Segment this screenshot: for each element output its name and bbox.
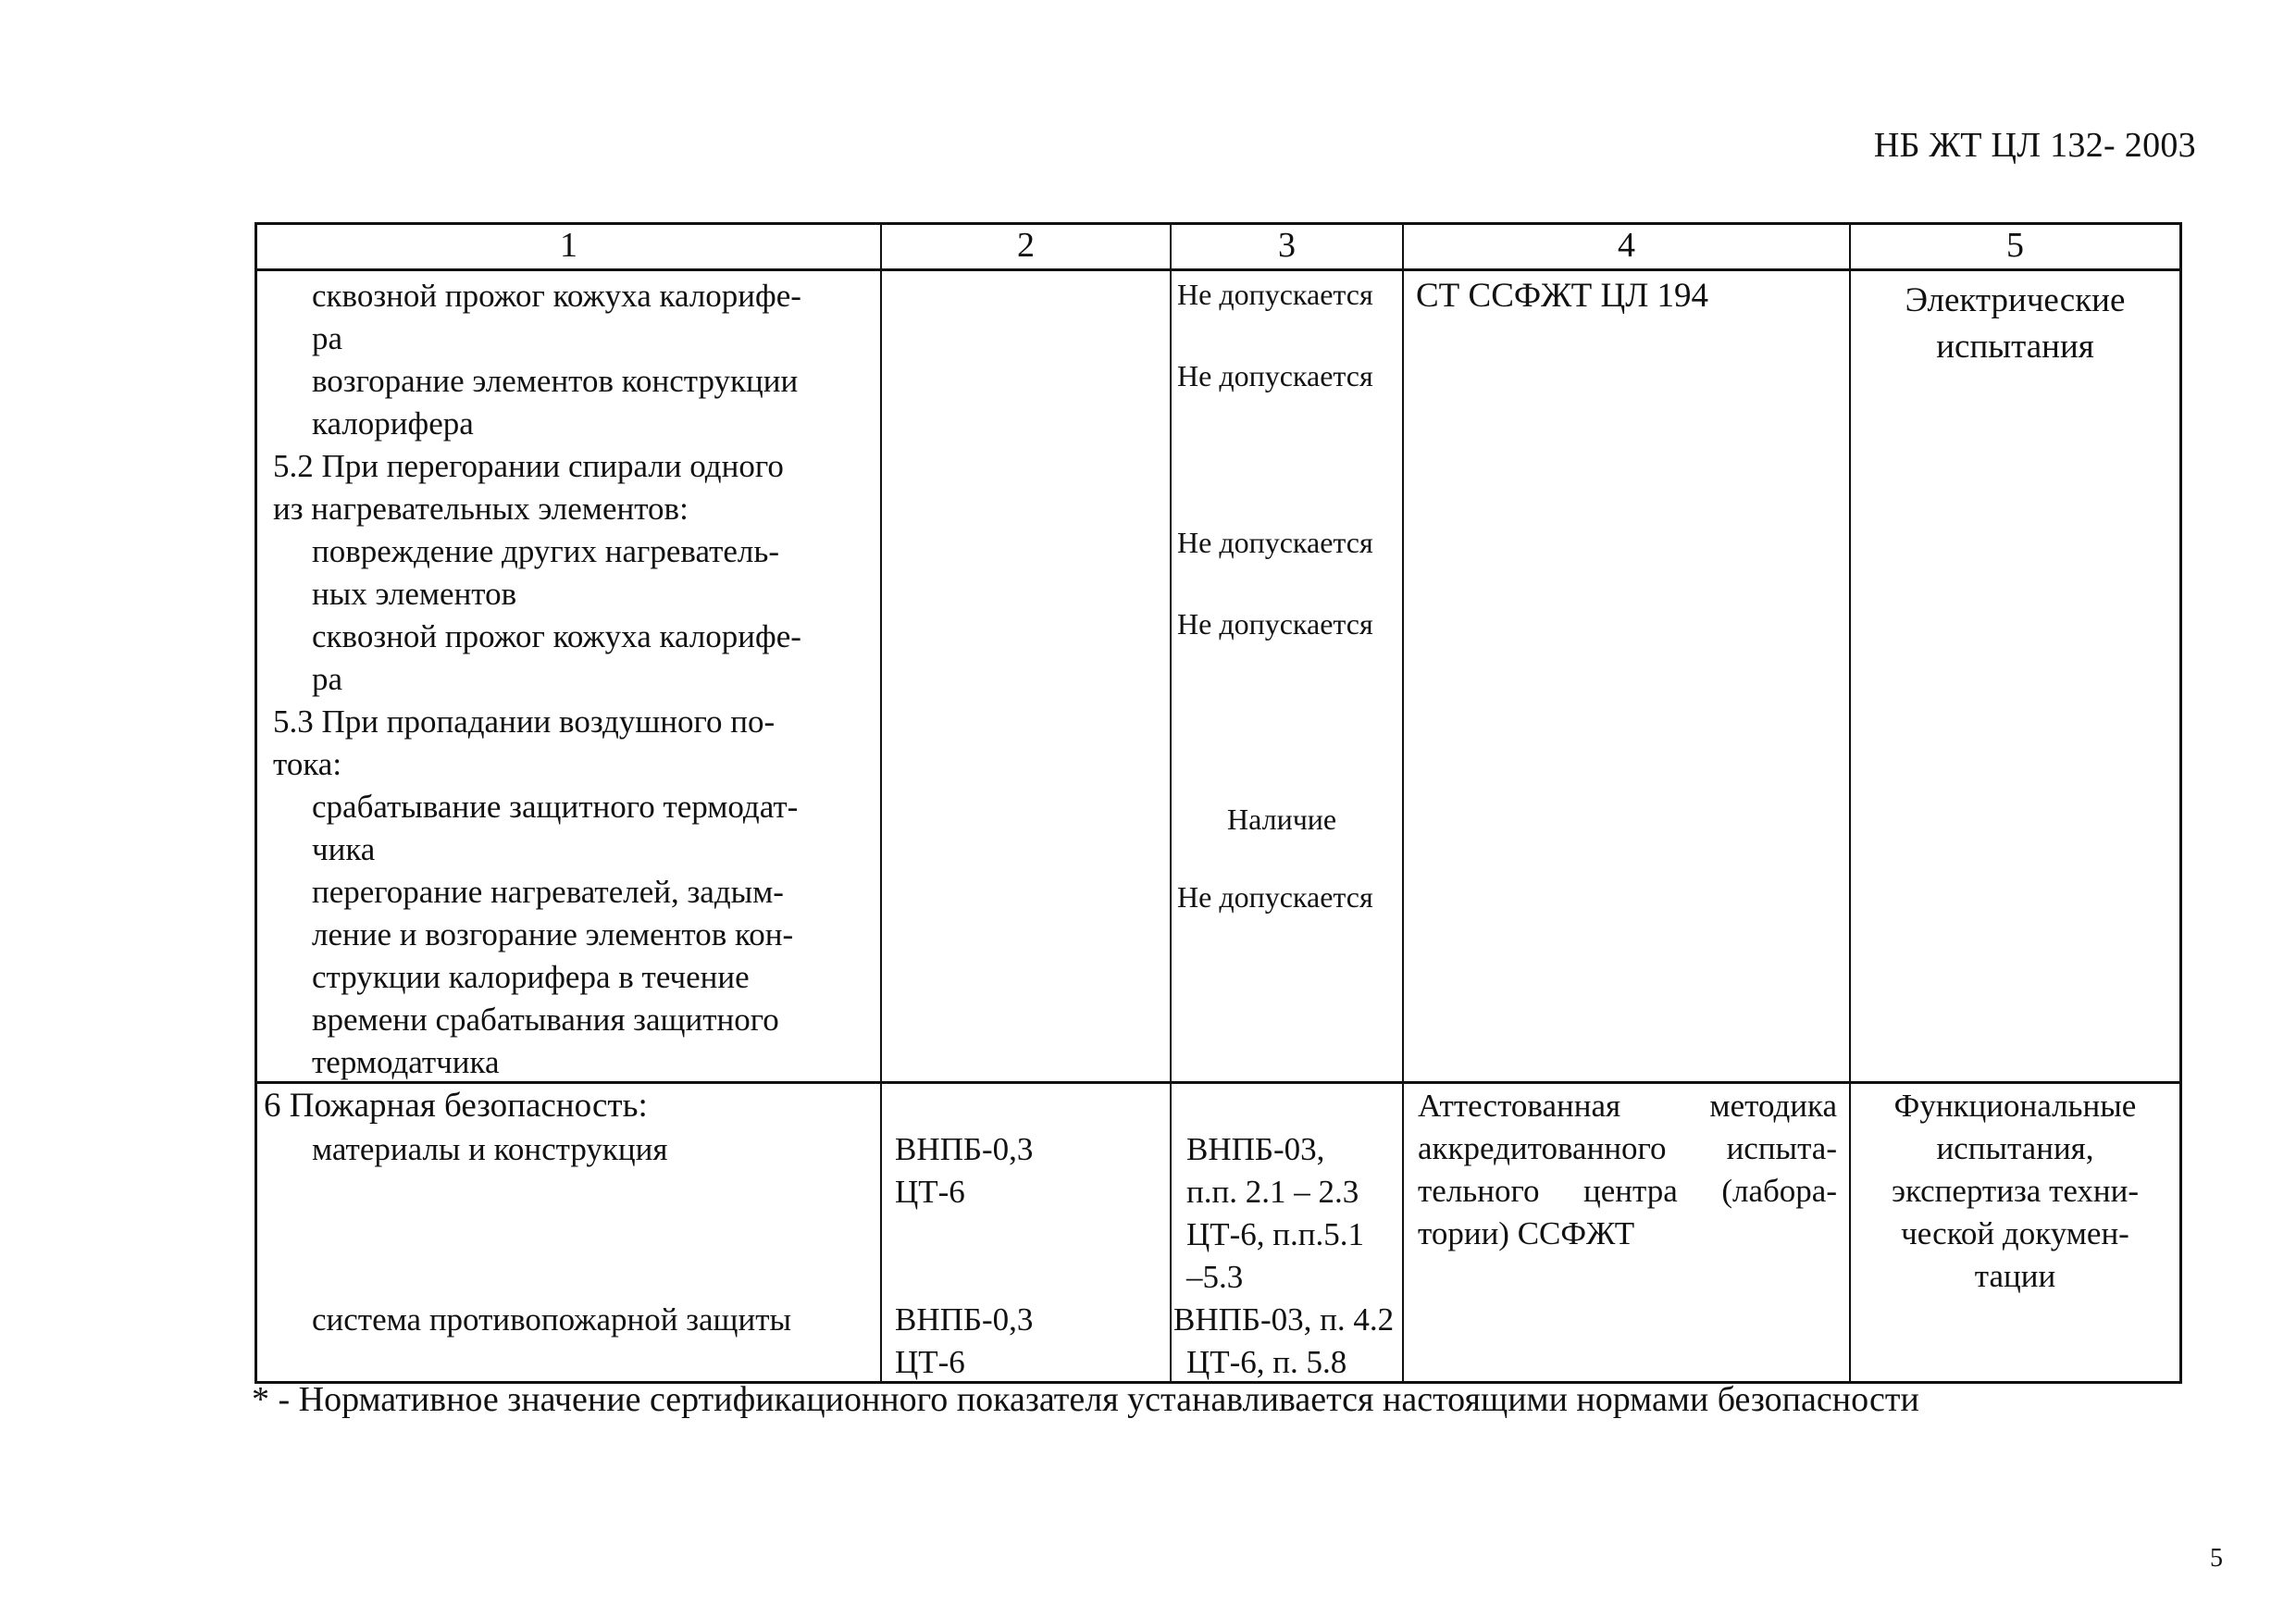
column-header-4: 4 [1618, 226, 1635, 265]
norm-clause: п.п. 2.1 – 2.3 [1186, 1174, 1359, 1210]
column-header-3: 3 [1278, 226, 1296, 265]
indicator-line: повреждение других нагреватель- [312, 533, 780, 569]
row2-test-method [1418, 1085, 1837, 1255]
indicator-line: возгорание элементов конструкции [312, 363, 799, 399]
footnote: * - Нормативное значение сертификационного показателя устанавливается настоящими нормами безопасности [252, 1380, 1919, 1419]
norm-value: Не допускается [1177, 278, 1373, 311]
column-divider [1402, 222, 1404, 1384]
norm-clause: –5.3 [1186, 1259, 1244, 1295]
indicator-line: срабатывание защитного термодат- [312, 789, 799, 825]
column-header-2: 2 [1017, 226, 1035, 265]
row2-test-type [1851, 1085, 2179, 1298]
normative-doc: ВНПБ-0,3 [895, 1131, 1034, 1167]
test-type-line: испытания [1936, 328, 2094, 366]
test-type [1851, 278, 2179, 370]
norm-value: Не допускается [1177, 880, 1373, 914]
test-type-line: тации [1974, 1258, 2056, 1294]
indicator-line: ра [312, 320, 343, 356]
indicator-line: струкции калорифера в течение [312, 959, 750, 995]
normative-doc: ВНПБ-0,3 [895, 1301, 1034, 1338]
page-number: 5 [2210, 1544, 2223, 1573]
column-divider [880, 222, 882, 1384]
test-type-line: экспертиза техни- [1891, 1173, 2140, 1209]
table-right-border [2179, 222, 2182, 1384]
column-divider [1170, 222, 1172, 1384]
indicator-line: перегорание нагревателей, задым- [312, 874, 784, 910]
column-header-1: 1 [560, 226, 577, 265]
indicator-line: времени срабатывания защитного [312, 1002, 779, 1038]
test-type-line: ческой докумен- [1901, 1215, 2129, 1251]
test-method: СТ ССФЖТ ЦЛ 194 [1416, 277, 1709, 315]
test-type-line: Электрические [1905, 281, 2126, 319]
indicator-line: термодатчика [312, 1044, 500, 1080]
indicator-line: сквозной прожог кожуха калорифе- [312, 278, 801, 314]
indicator-line: 5.3 При пропадании воздушного по- [273, 703, 776, 740]
norm-clause: ВНПБ-03, п. 4.2 [1173, 1301, 1395, 1338]
document-code: НБ ЖТ ЦЛ 132- 2003 [1873, 126, 2196, 165]
test-method-line: Аттестованная методика [1418, 1088, 1837, 1124]
indicator-line: система противопожарной защиты [312, 1301, 792, 1338]
table-left-border [254, 222, 257, 1384]
indicator-line: калорифера [312, 405, 474, 442]
norm-value: Наличие [1227, 803, 1337, 836]
test-method-line: тории) ССФЖТ [1418, 1215, 1635, 1251]
norm-value: Не допускается [1177, 526, 1373, 559]
normative-doc: ЦТ-6 [895, 1174, 965, 1210]
test-type-line: испытания, [1936, 1130, 2094, 1166]
normative-doc: ЦТ-6 [895, 1344, 965, 1380]
column-header-5: 5 [2006, 226, 2024, 265]
norm-clause: ЦТ-6, п.п.5.1 [1186, 1216, 1365, 1252]
indicator-line: материалы и конструкция [312, 1131, 668, 1167]
test-type-line: Функциональные [1893, 1088, 2137, 1124]
test-method-line: аккредитованного испыта- [1418, 1130, 1837, 1166]
indicator-line: ных элементов [312, 576, 517, 612]
test-method-line: тельного центра (лабора- [1418, 1173, 1837, 1209]
row-divider [254, 1081, 2182, 1084]
header-bottom-border [254, 268, 2182, 271]
norm-clause: ВНПБ-03, [1186, 1131, 1325, 1167]
norm-clause: ЦТ-6, п. 5.8 [1186, 1344, 1347, 1380]
indicator-line: из нагревательных элементов: [273, 491, 689, 527]
indicator-line: чика [312, 831, 376, 867]
indicator-line: тока: [273, 746, 342, 782]
indicator-line: ление и возгорание элементов кон- [312, 916, 794, 952]
section-title: 6 Пожарная безопасность: [264, 1087, 648, 1125]
norm-value: Не допускается [1177, 607, 1373, 641]
indicator-line: 5.2 При перегорании спирали одного [273, 448, 784, 484]
indicator-line: сквозной прожог кожуха калорифе- [312, 618, 801, 654]
indicator-line: ра [312, 661, 343, 697]
norm-value: Не допускается [1177, 359, 1373, 392]
